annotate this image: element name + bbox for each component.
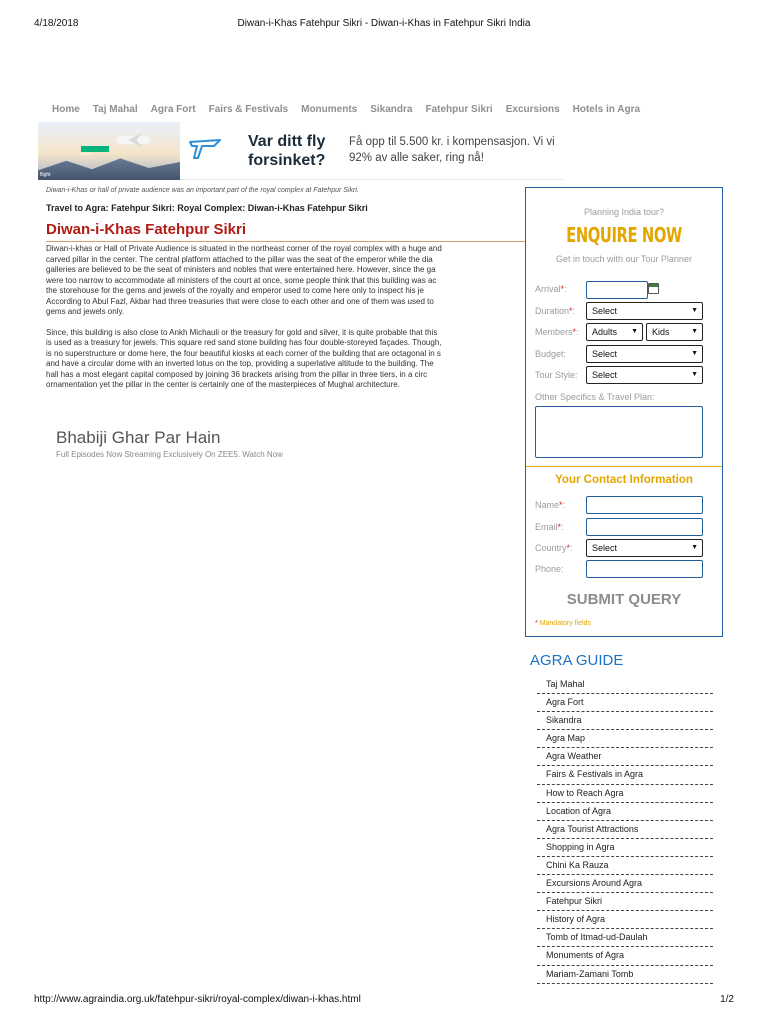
guide-link-fairs-festivals[interactable]: Fairs & Festivals in Agra: [537, 766, 713, 784]
article-paragraph-1: [46, 244, 526, 318]
phone-label: Phone:: [535, 564, 564, 574]
print-page-title: Diwan-i-Khas Fatehpur Sikri - Diwan-i-Khas in Fatehpur Sikri India: [237, 18, 531, 29]
breadcrumb[interactable]: Travel to Agra: Fatehpur Sikri: Royal Complex: Diwan-i-Khas Fatehpur Sikri: [46, 203, 368, 213]
nav-taj-mahal[interactable]: Taj Mahal: [92, 104, 138, 115]
article-content: [46, 244, 526, 401]
members-label: Members*:: [535, 327, 579, 337]
print-date: 4/18/2018: [34, 18, 79, 29]
article-paragraph-2: [46, 328, 526, 391]
paragraph-line: ornamentation yet the pillar in the center is certainly one of the masterpieces of Mughal architecture.: [46, 380, 400, 389]
guide-link-how-to-reach[interactable]: How to Reach Agra: [537, 785, 713, 803]
page-title: Diwan-i-Khas Fatehpur Sikri: [46, 221, 526, 242]
paragraph-line: Diwan-i-khas or Hall of Private Audience is situated in the northeast corner of the royal complex with a huge and: [46, 244, 442, 253]
ad-title: Var ditt fly forsinket?: [248, 133, 326, 169]
enquiry-form: [525, 187, 723, 637]
guide-link-history[interactable]: History of Agra: [537, 911, 713, 929]
arrival-label: Arrival*:: [535, 284, 567, 294]
guide-link-mariam-zamani[interactable]: Mariam-Zamani Tomb: [537, 966, 713, 984]
budget-label: Budget:: [535, 349, 567, 359]
email-label: Email*:: [535, 522, 564, 532]
ad-corner-label: flight: [40, 172, 51, 178]
kids-select[interactable]: Kids ▼: [646, 323, 703, 341]
name-input[interactable]: [586, 496, 703, 514]
paragraph-line: Since, this building is also close to Ankh Michauli or the treasury for gold and silver, it is quite probable that this: [46, 327, 438, 337]
guide-link-excursions[interactable]: Excursions Around Agra: [537, 875, 713, 893]
calendar-icon[interactable]: [648, 283, 659, 294]
contact-info-heading: Your Contact Information: [526, 466, 722, 486]
paragraph-line: is used as a treasury for jewels. This square red sand stone building has four double-storeyed façades. Though,: [46, 338, 442, 347]
paragraph-line: were too narrow to accommodate all ministers of the court at once, some people think that this building was ac: [46, 275, 437, 285]
country-select[interactable]: Select ▼: [586, 539, 703, 557]
email-input[interactable]: [586, 518, 703, 536]
paragraph-line: carved pillar in the center. The central platform attached to the pillar was the seat of the emperor while the dia: [46, 254, 433, 264]
submit-query-button[interactable]: SUBMIT QUERY: [566, 591, 682, 608]
planning-label: Planning India tour?: [583, 207, 665, 217]
nav-fairs-festivals[interactable]: Fairs & Festivals: [208, 104, 289, 115]
guide-link-monuments[interactable]: Monuments of Agra: [537, 947, 713, 965]
dropdown-arrow-icon: ▼: [691, 544, 698, 551]
mandatory-note: * Mandatory fields: [535, 620, 592, 627]
paragraph-line: hall has a most elegant capital composed by joining 36 brackets arising from the pillar in three tiers, in a circ: [46, 369, 428, 379]
agra-guide-title: AGRA GUIDE: [530, 652, 624, 669]
ad-banner[interactable]: [38, 122, 563, 180]
nav-home[interactable]: Home: [52, 104, 80, 115]
text-ad[interactable]: [56, 428, 320, 459]
guide-link-chini-ka-rauza[interactable]: Chini Ka Rauza: [537, 857, 713, 875]
guide-link-agra-fort[interactable]: Agra Fort: [537, 694, 713, 712]
paragraph-line: and have a circular dome with an inverted lotus on the top, providing a superlative altitude to the building. The: [46, 359, 434, 368]
text-ad-title[interactable]: Bhabiji Ghar Par Hain: [56, 428, 221, 447]
wing-logo-icon: [188, 138, 222, 160]
arrival-date-input[interactable]: [586, 281, 648, 299]
dropdown-arrow-icon: ▼: [691, 307, 698, 314]
ad-image: [38, 122, 180, 180]
print-page-number: 1/2: [720, 994, 734, 1005]
travel-plan-textarea[interactable]: [535, 406, 703, 458]
nav-fatehpur-sikri[interactable]: Fatehpur Sikri: [425, 104, 493, 115]
dropdown-arrow-icon: ▼: [691, 371, 698, 378]
guide-link-taj-mahal[interactable]: Taj Mahal: [537, 676, 713, 694]
guide-link-agra-map[interactable]: Agra Map: [537, 730, 713, 748]
ad-text: [349, 134, 563, 166]
paragraph-line: galleries are believed to be the seat of ministers and nobles that were entertained here. However, since the ga: [46, 265, 436, 274]
top-navigation: [52, 104, 653, 115]
dropdown-arrow-icon: ▼: [691, 328, 698, 335]
paragraph-line: is no superstructure or dome here, the four beautiful kiosks at each corner of the building that are octagonal in s: [46, 348, 441, 358]
guide-link-agra-weather[interactable]: Agra Weather: [537, 748, 713, 766]
ad-text-line-1: Få opp til 5.500 kr. i kompensasjon. Vi vi: [349, 136, 555, 148]
guide-link-itmad-ud-daulah[interactable]: Tomb of Itmad-ud-Daulah: [537, 929, 713, 947]
budget-select[interactable]: Select ▼: [586, 345, 703, 363]
guide-link-fatehpur-sikri[interactable]: Fatehpur Sikri: [537, 893, 713, 911]
guide-link-location[interactable]: Location of Agra: [537, 803, 713, 821]
duration-select[interactable]: Select ▼: [586, 302, 703, 320]
ad-rating-label: *****: [81, 153, 91, 159]
paragraph-line: According to Abul Fazl, Akbar had three treasuries that were close to each other and one of them was used to: [46, 296, 434, 306]
mountain-shape: [38, 156, 180, 180]
guide-link-sikandra[interactable]: Sikandra: [537, 712, 713, 730]
nav-monuments[interactable]: Monuments: [301, 104, 358, 115]
name-label: Name*:: [535, 500, 566, 510]
ad-text-line-2: 92% av alle saker, ring nå!: [349, 152, 484, 164]
text-ad-subtitle: Full Episodes Now Streaming Exclusively On ZEE5. Watch Now: [56, 450, 283, 459]
nav-agra-fort[interactable]: Agra Fort: [150, 104, 196, 115]
duration-label: Duration*:: [535, 306, 576, 316]
country-label: Country*:: [535, 543, 573, 553]
nav-excursions[interactable]: Excursions: [505, 104, 560, 115]
guide-link-attractions[interactable]: Agra Tourist Attractions: [537, 821, 713, 839]
tour-style-select[interactable]: Select ▼: [586, 366, 703, 384]
enquire-now-heading: ENQUIRE NOW: [566, 223, 682, 247]
guide-link-shopping[interactable]: Shopping in Agra: [537, 839, 713, 857]
paragraph-line: gems and jewels only.: [46, 307, 125, 316]
nav-sikandra[interactable]: Sikandra: [370, 104, 413, 115]
agra-guide: [530, 652, 720, 984]
image-caption: Diwan-i-Khas or hall of private audience was an important part of the royal complex at Fatehpur Sikri.: [46, 187, 359, 194]
tour-style-label: Tour Style:: [535, 370, 578, 380]
other-specifics-label: Other Specifics & Travel Plan:: [535, 392, 655, 402]
tour-planner-subheading: Get in touch with our Tour Planner: [556, 254, 692, 264]
print-url: http://www.agraindia.org.uk/fatehpur-sikri/royal-complex/diwan-i-khas.html: [34, 994, 361, 1005]
rating-stars-icon: [81, 146, 109, 152]
dropdown-arrow-icon: ▼: [691, 350, 698, 357]
paragraph-line: the storehouse for the gems and jewels of the royalty and emperor used to come here only to inspect his je: [46, 286, 424, 295]
adults-select[interactable]: Adults ▼: [586, 323, 643, 341]
dropdown-arrow-icon: ▼: [631, 328, 638, 335]
nav-hotels[interactable]: Hotels in Agra: [572, 104, 641, 115]
agra-guide-list: [537, 676, 713, 984]
phone-input[interactable]: [586, 560, 703, 578]
